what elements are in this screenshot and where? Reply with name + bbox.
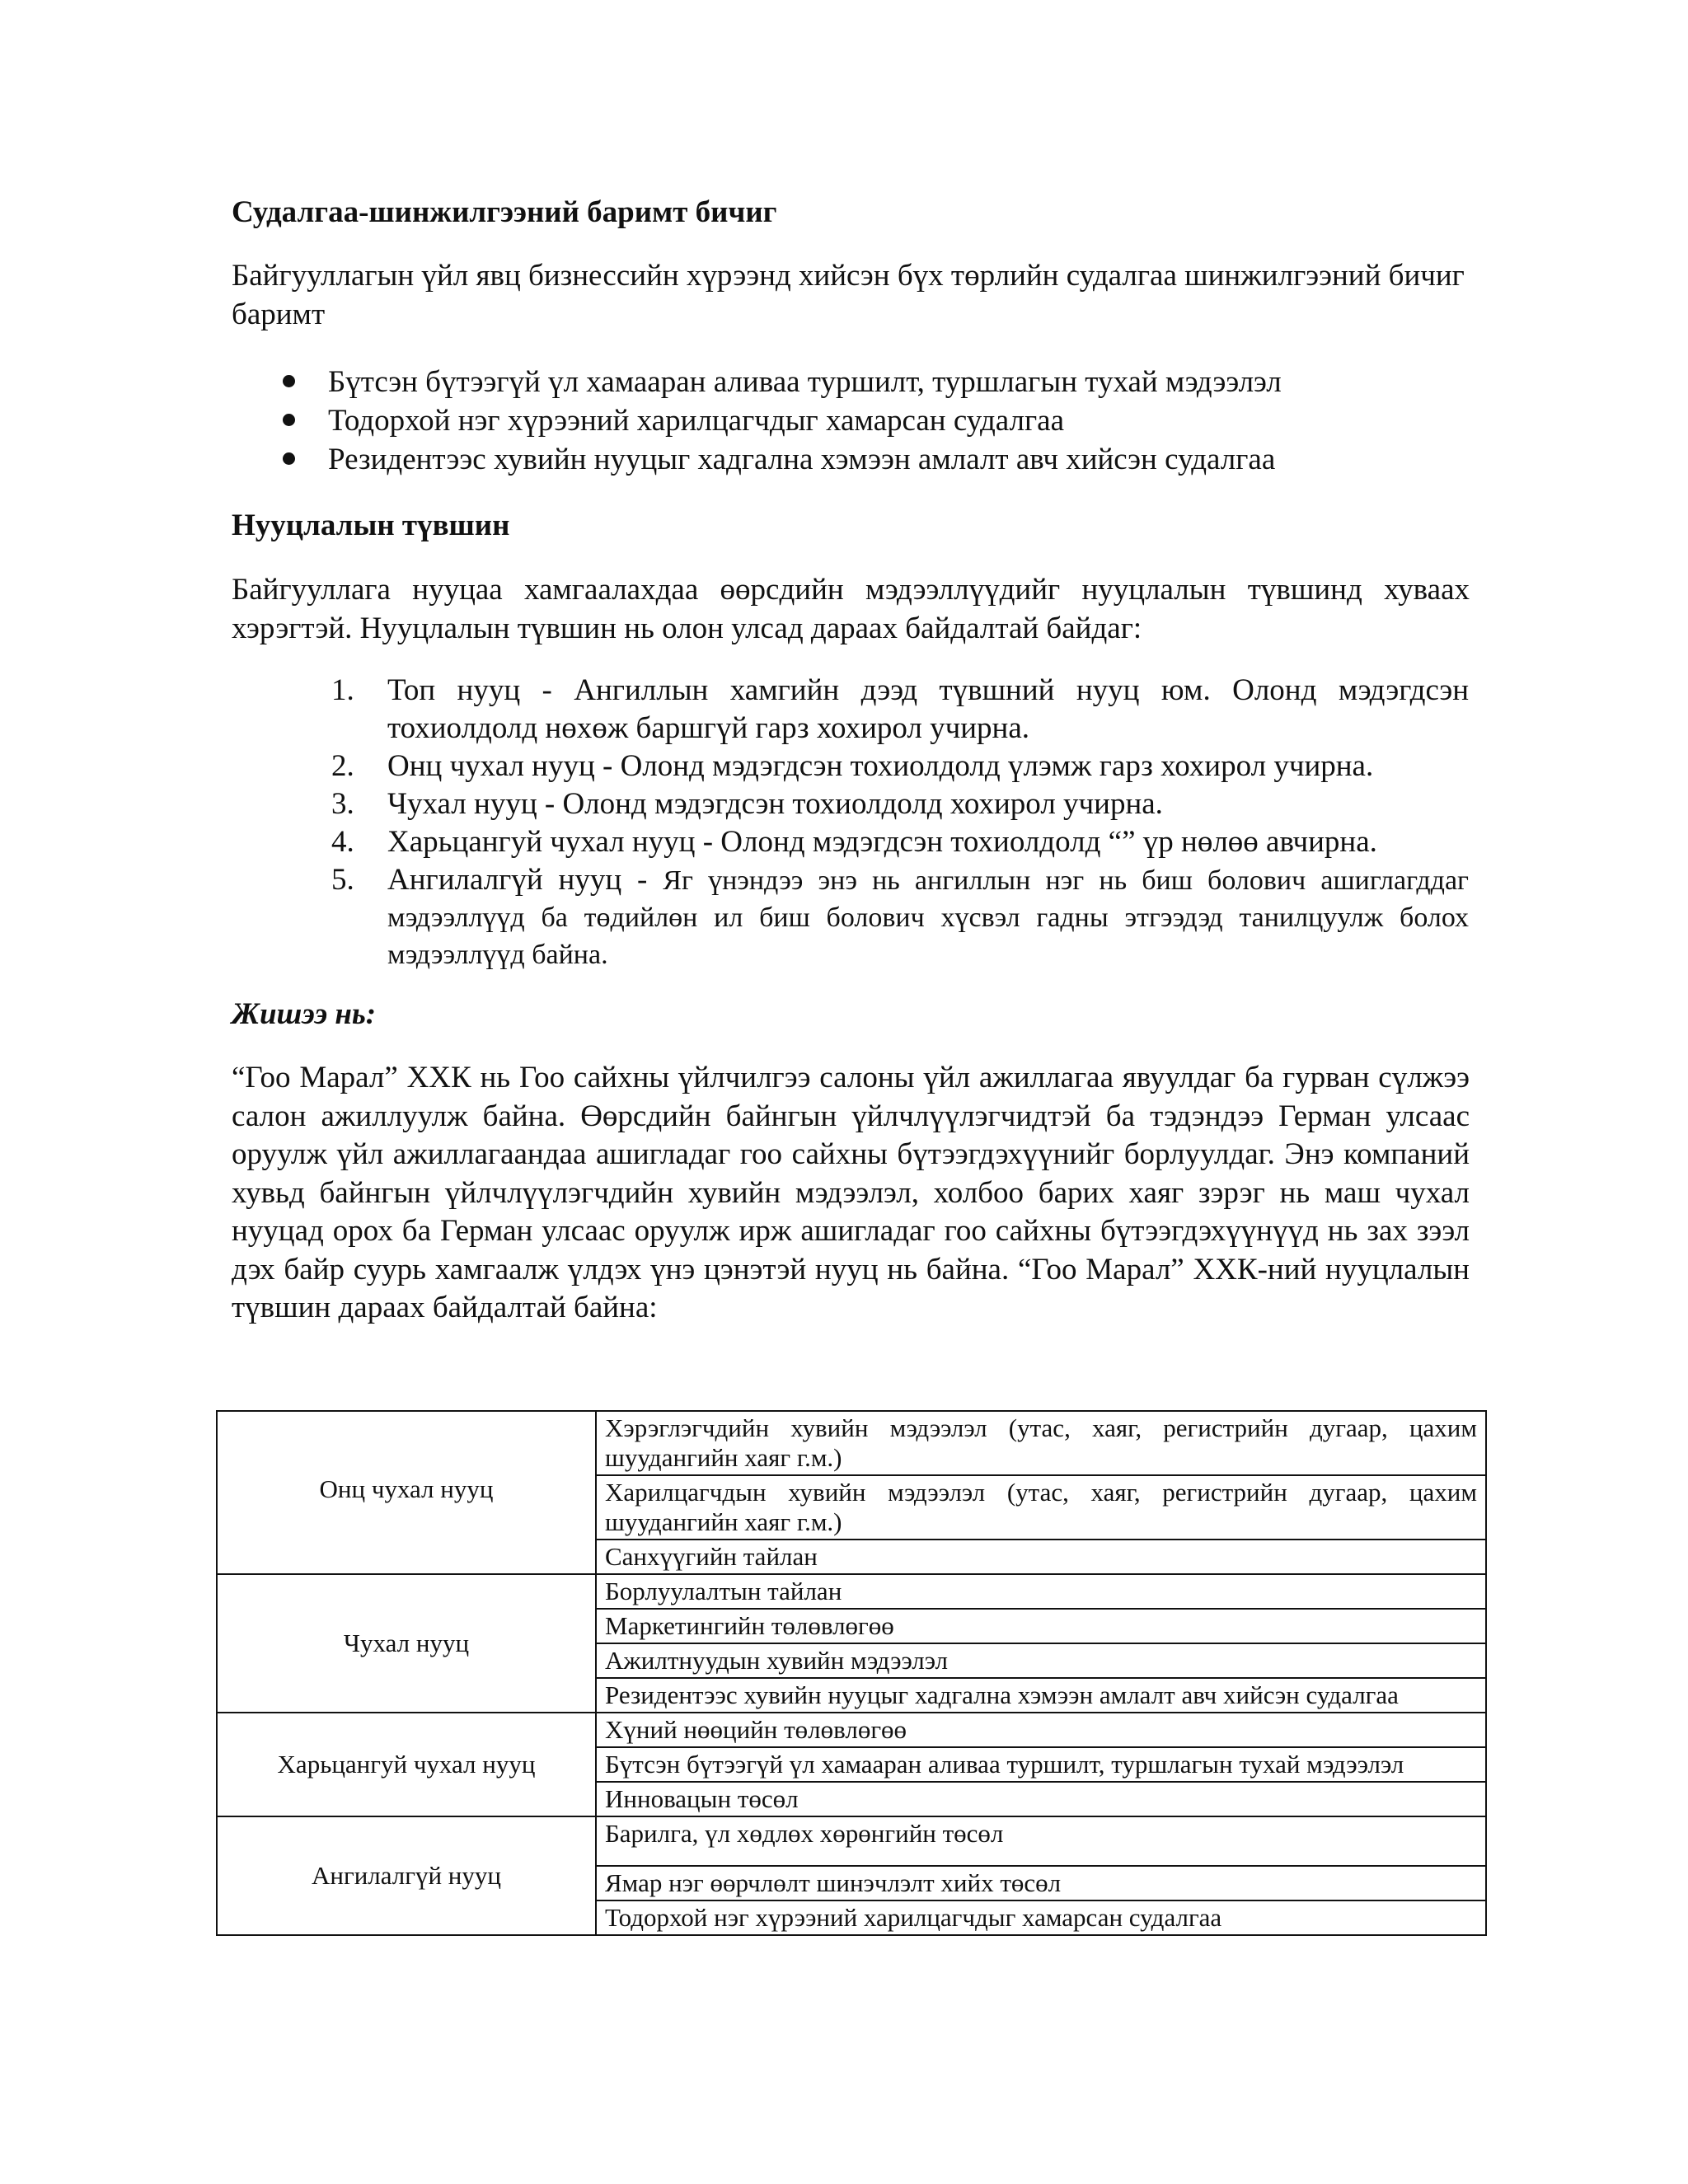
bullet-text: Резидентээс хувийн нууцыг хадгална хэмээн амлалт авч хийсэн судалгаа <box>328 443 1276 476</box>
example-heading: Жишээ нь: <box>232 997 377 1031</box>
level-item <box>331 672 1469 748</box>
table-row <box>217 1411 1486 1475</box>
table-item-cell: Борлуулалтын тайлан <box>596 1574 1486 1609</box>
level-text: Харьцангуй чухал нууц - Олонд мэдэгдсэн тохиолдолд “” үр нөлөө авчирна. <box>387 825 1377 859</box>
confidentiality-levels-list <box>331 672 1469 973</box>
bullet-text: Бүтсэн бүтээгүй үл хамааран аливаа туршилт, туршлагын тухай мэдээлэл <box>328 365 1282 399</box>
table-item-cell: Тодорхой нэг хүрээний харилцагчдыг хамарсан судалгаа <box>596 1900 1486 1935</box>
section-heading-confidentiality: Нууцлалын түвшин <box>232 509 510 542</box>
table-level-cell: Онц чухал нууц <box>217 1411 596 1574</box>
level-item <box>331 785 1469 823</box>
table-item-cell: Инновацын төсөл <box>596 1782 1486 1816</box>
table-item-cell: Барилга, үл хөдлөх хөрөнгийн төсөл <box>596 1816 1486 1866</box>
table-level-cell: Чухал нууц <box>217 1574 596 1713</box>
intro-paragraph: Байгууллагын үйл явц бизнессийн хүрээнд хийсэн бүх төрлийн судалгаа шинжилгээний бичиг баримт <box>232 259 1465 331</box>
level-item <box>331 748 1469 785</box>
level-text: Топ нууц - Ангиллын хамгийн дээд түвшний нууц юм. Олонд мэдэгдсэн тохиолдолд нөхөж баршгүй гарз хохирол учирна. <box>387 673 1469 745</box>
table-item-cell: Резидентээс хувийн нууцыг хадгална хэмээн амлалт авч хийсэн судалгаа <box>596 1678 1486 1713</box>
bullet-item <box>232 440 1484 479</box>
example-paragraph: “Гоо Марал” ХХК нь Гоо сайхны үйлчилгээ салоны үйл ажиллагаа явуулдаг ба гурван сүлжээ салон ажиллуулж байна. Өөрсдийн байнгын үйлчлүүлэгчидтэй ба тэдэндээ Герман улсаас оруулж үйл ажиллагаандаа ашигладаг гоо сайхны бүтээгдэхүүнийг борлуулдаг. Энэ компаний хувьд байнгын үйлчлүүлэгчдийн хувийн мэдээлэл, холбоо барих хаяг зэрэг нь маш чухал нууцад орох ба Герман улсаас оруулж ирж ашигладаг гоо сайхны бүтээгдэхүүнүүд нь зах зээл дэх байр суурь хамгаалж үлдэх үнэ цэнэтэй нууц нь байна. “Гоо Марал” ХХК-ний нууцлалын түвшин дараах байдалтай байна: <box>232 1061 1470 1324</box>
research-bullet-list <box>232 363 1484 479</box>
level-number: 2. <box>331 749 354 783</box>
table-item-cell: Хэрэглэгчдийн хувийн мэдээлэл (утас, хаяг, регистрийн дугаар, цахим шуудангийн хаяг г.м.) <box>596 1411 1486 1475</box>
bullet-item <box>232 363 1484 401</box>
bullet-icon <box>283 375 295 387</box>
table-row <box>217 1713 1486 1747</box>
table-item-cell: Бүтсэн бүтээгүй үл хамааран аливаа туршилт, туршлагын тухай мэдээлэл <box>596 1747 1486 1782</box>
level-item <box>331 823 1469 861</box>
level-text: Чухал нууц - Олонд мэдэгдсэн тохиолдолд хохирол учирна. <box>387 787 1163 821</box>
level-item <box>331 861 1469 973</box>
table-item-cell: Санхүүгийн тайлан <box>596 1540 1486 1574</box>
document-title: Судалгаа-шинжилгээний баримт бичиг <box>232 195 777 229</box>
level-text-lead: Ангилалгүй нууц - <box>387 863 663 897</box>
table-level-cell: Харьцангуй чухал нууц <box>217 1713 596 1816</box>
level-text-rest: Яг үнэндээ энэ нь ангиллын нэг нь биш болович ашиглагддаг мэдээллүүд ба төдийлөн ил биш болович хүсвэл гадны этгээдэд танилцуулж болох мэдээллүүд байна. <box>387 865 1470 970</box>
bullet-text: Тодорхой нэг хүрээний харилцагчдыг хамарсан судалгаа <box>328 404 1065 438</box>
table-item-cell: Маркетингийн төлөвлөгөө <box>596 1609 1486 1643</box>
level-number: 3. <box>331 787 354 821</box>
table-item-cell: Хүний нөөцийн төлөвлөгөө <box>596 1713 1486 1747</box>
bullet-icon <box>283 452 295 465</box>
table-row <box>217 1574 1486 1609</box>
confidentiality-table <box>216 1410 1487 1936</box>
table-item-cell: Ямар нэг өөрчлөлт шинэчлэлт хийх төсөл <box>596 1866 1486 1900</box>
level-number: 4. <box>331 825 354 859</box>
bullet-icon <box>283 414 295 426</box>
level-text: Онц чухал нууц - Олонд мэдэгдсэн тохиолдолд үлэмж гарз хохирол учирна. <box>387 749 1374 783</box>
table-item-cell: Ажилтнуудын хувийн мэдээлэл <box>596 1643 1486 1678</box>
table-item-cell: Харилцагчдын хувийн мэдээлэл (утас, хаяг, регистрийн дугаар, цахим шуудангийн хаяг г.м.) <box>596 1475 1486 1540</box>
confidentiality-paragraph: Байгууллага нууцаа хамгаалахдаа өөрсдийн мэдээллүүдийг нууцлалын түвшинд хуваах хэрэгтэй. Нууцлалын түвшин нь олон улсад дараах байдалтай байдаг: <box>232 573 1470 645</box>
bullet-item <box>232 401 1484 440</box>
table-row <box>217 1816 1486 1866</box>
table-level-cell: Ангилалгүй нууц <box>217 1816 596 1935</box>
level-number: 1. <box>331 673 354 707</box>
level-number: 5. <box>331 863 354 897</box>
